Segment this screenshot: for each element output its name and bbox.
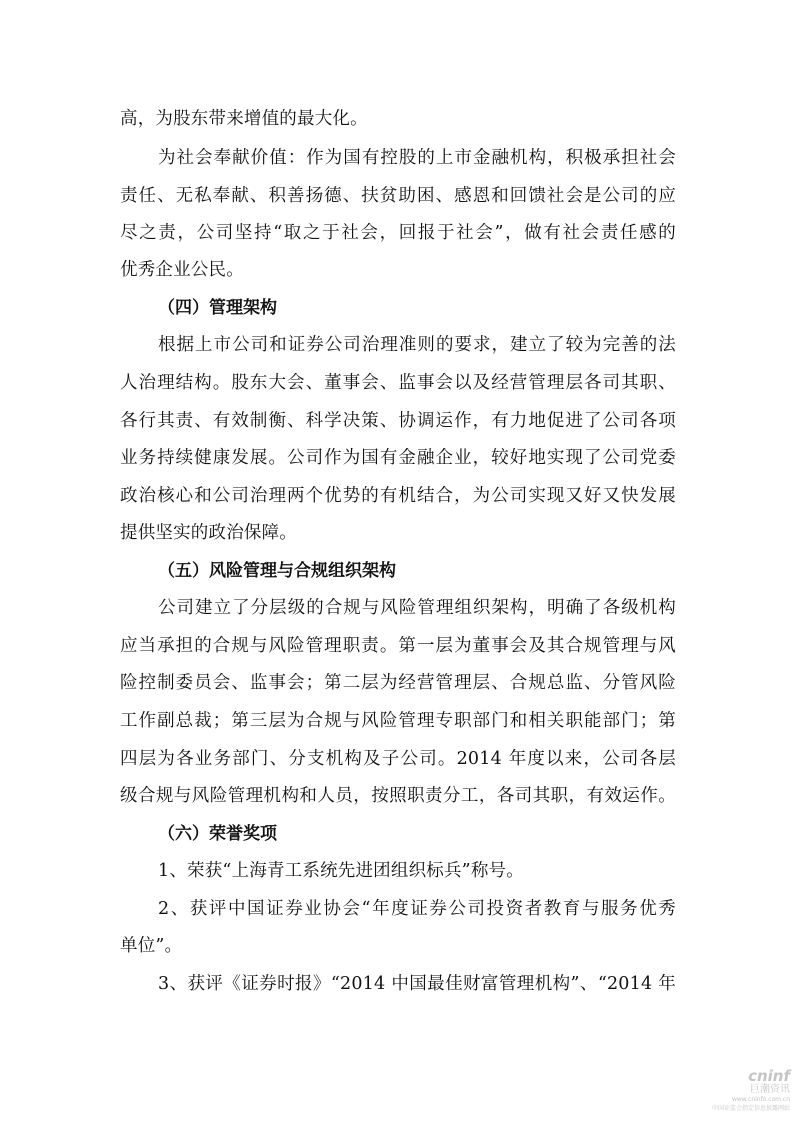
cninfo-watermark xyxy=(700,1068,790,1118)
paragraph-line: 业务持续健康发展。公司作为国有金融企业，较好地实现了公司党委 xyxy=(120,448,676,468)
paragraph-line: 应当承担的合规与风险管理职责。第一层为董事会及其合规管理与风 xyxy=(120,636,676,656)
paragraph-line: 工作副总裁；第三层为合规与风险管理专职部门和相关职能部门；第 xyxy=(120,711,676,731)
paragraph-line: 尽之责，公司坚持“取之于社会，回报于社会”，做有社会责任感的 xyxy=(120,223,676,243)
paragraph-line: 优秀企业公民。 xyxy=(120,260,244,280)
paragraph-line: 险控制委员会、监事会；第二层为经营管理层、合规总监、分管风险 xyxy=(120,673,676,693)
section-heading-6: （六）荣誉奖项 xyxy=(158,824,277,844)
watermark-org: 中国证监会指定信息披露网站 xyxy=(711,1105,790,1112)
paragraph-line: 各行其责、有效制衡、科学决策、协调运作，有力地促进了公司各项 xyxy=(120,411,676,431)
section-heading-5: （五）风险管理与合规组织架构 xyxy=(158,561,396,581)
section-heading-4: （四）管理架构 xyxy=(158,298,277,318)
paragraph-line: 人治理结构。股东大会、董事会、监事会以及经营管理层各司其职、 xyxy=(120,373,676,393)
watermark-cn: 巨潮资讯 xyxy=(750,1084,790,1095)
watermark-url: www.cninfo.com.cn xyxy=(731,1096,790,1103)
paragraph-line: 1、荣获“上海青工系统先进团组织标兵”称号。 xyxy=(158,861,524,881)
paragraph-line: 四层为各业务部门、分支机构及子公司。2014 年度以来，公司各层 xyxy=(120,749,676,769)
paragraph-line: 责任、无私奉献、积善扬德、扶贫助困、感恩和回馈社会是公司的应 xyxy=(120,186,676,206)
paragraph-line: 2、获评中国证券业协会“年度证券公司投资者教育与服务优秀 xyxy=(158,899,676,919)
cninfo-logo: cninf xyxy=(748,1067,790,1085)
paragraph-line: 根据上市公司和证券公司治理准则的要求，建立了较为完善的法 xyxy=(158,335,676,355)
paragraph-line: 政治核心和公司治理两个优势的有机结合，为公司实现又好又快发展 xyxy=(120,486,676,506)
paragraph-line: 单位”。 xyxy=(120,936,183,956)
paragraph-line: 为社会奉献价值：作为国有控股的上市金融机构，积极承担社会 xyxy=(158,148,676,168)
paragraph-line: 提供坚实的政治保障。 xyxy=(120,523,297,543)
paragraph-line: 高，为股东带来增值的最大化。 xyxy=(120,109,368,129)
paragraph-line: 公司建立了分层级的合规与风险管理组织架构，明确了各级机构 xyxy=(158,598,676,618)
paragraph-line: 3、获评《证券时报》“2014 中国最佳财富管理机构”、“2014 年 xyxy=(158,974,676,994)
paragraph-line: 级合规与风险管理机构和人员，按照职责分工，各司其职，有效运作。 xyxy=(120,786,676,806)
